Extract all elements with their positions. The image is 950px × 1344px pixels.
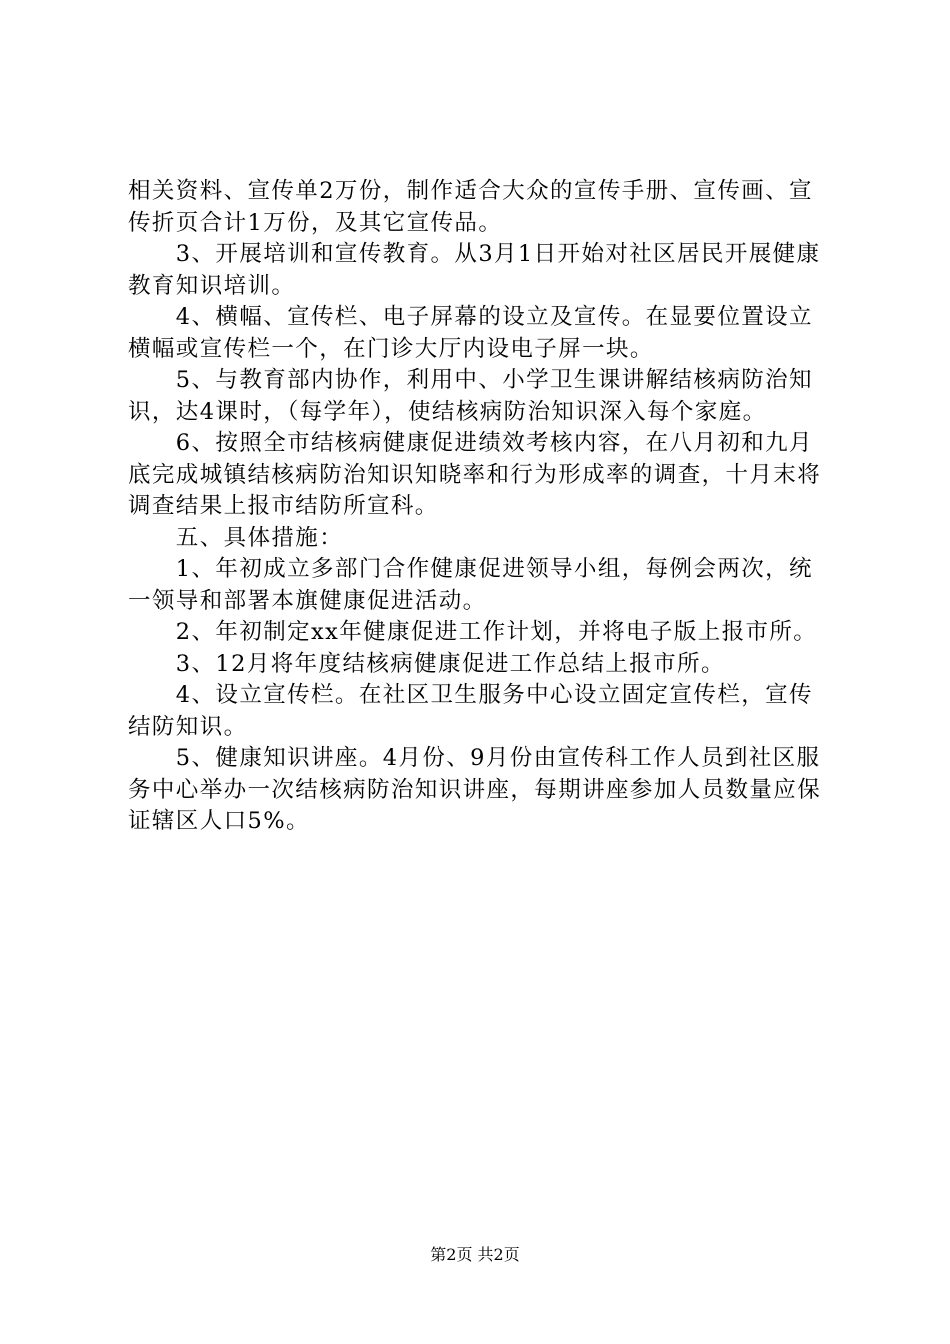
paragraph-item-4-banners: 4、横幅、宣传栏、电子屏幕的设立及宣传。在显要位置设立横幅或宣传栏一个，在门诊大厅内设电子屏一块。 xyxy=(128,304,813,362)
section-heading-measures: 五、具体措施： xyxy=(128,524,344,551)
paragraph-measure-2: 2、年初制定xx年健康促进工作计划，并将电子版上报市所。 xyxy=(128,619,818,645)
document-body xyxy=(128,176,834,838)
paragraph-measure-1: 1、年初成立多部门合作健康促进领导小组，每例会两次，统一领导和部署本旗健康促进活动。 xyxy=(128,556,813,614)
paragraph-measure-4: 4、设立宣传栏。在社区卫生服务中心设立固定宣传栏，宣传结防知识。 xyxy=(128,682,813,740)
paragraph-item-3-training: 3、开展培训和宣传教育。从3月1日开始对社区居民开展健康教育知识培训。 xyxy=(128,241,821,299)
paragraph-measure-5: 5、健康知识讲座。4月份、9月份由宣传科工作人员到社区服务中心举办一次结核病防治知识讲座，每期讲座参加人员数量应保证辖区人口5%。 xyxy=(128,745,822,834)
paragraph-item-6-survey: 6、按照全市结核病健康促进绩效考核内容，在八月初和九月底完成城镇结核病防治知识知晓率和行为形成率的调查，十月末将调查结果上报市结防所宣科。 xyxy=(128,430,822,519)
paragraph-item-5-education: 5、与教育部内协作，利用中、小学卫生课讲解结核病防治知识，达4课时，（每学年），使结核病防治知识深入每个家庭。 xyxy=(128,367,813,425)
paragraph-materials: 相关资料、宣传单2万份，制作适合大众的宣传手册、宣传画、宣传折页合计1万份，及其它宣传品。 xyxy=(128,178,813,236)
page-footer: 第2页 共2页 xyxy=(430,1245,520,1264)
paragraph-measure-3: 3、12月将年度结核病健康促进工作总结上报市所。 xyxy=(128,650,725,677)
